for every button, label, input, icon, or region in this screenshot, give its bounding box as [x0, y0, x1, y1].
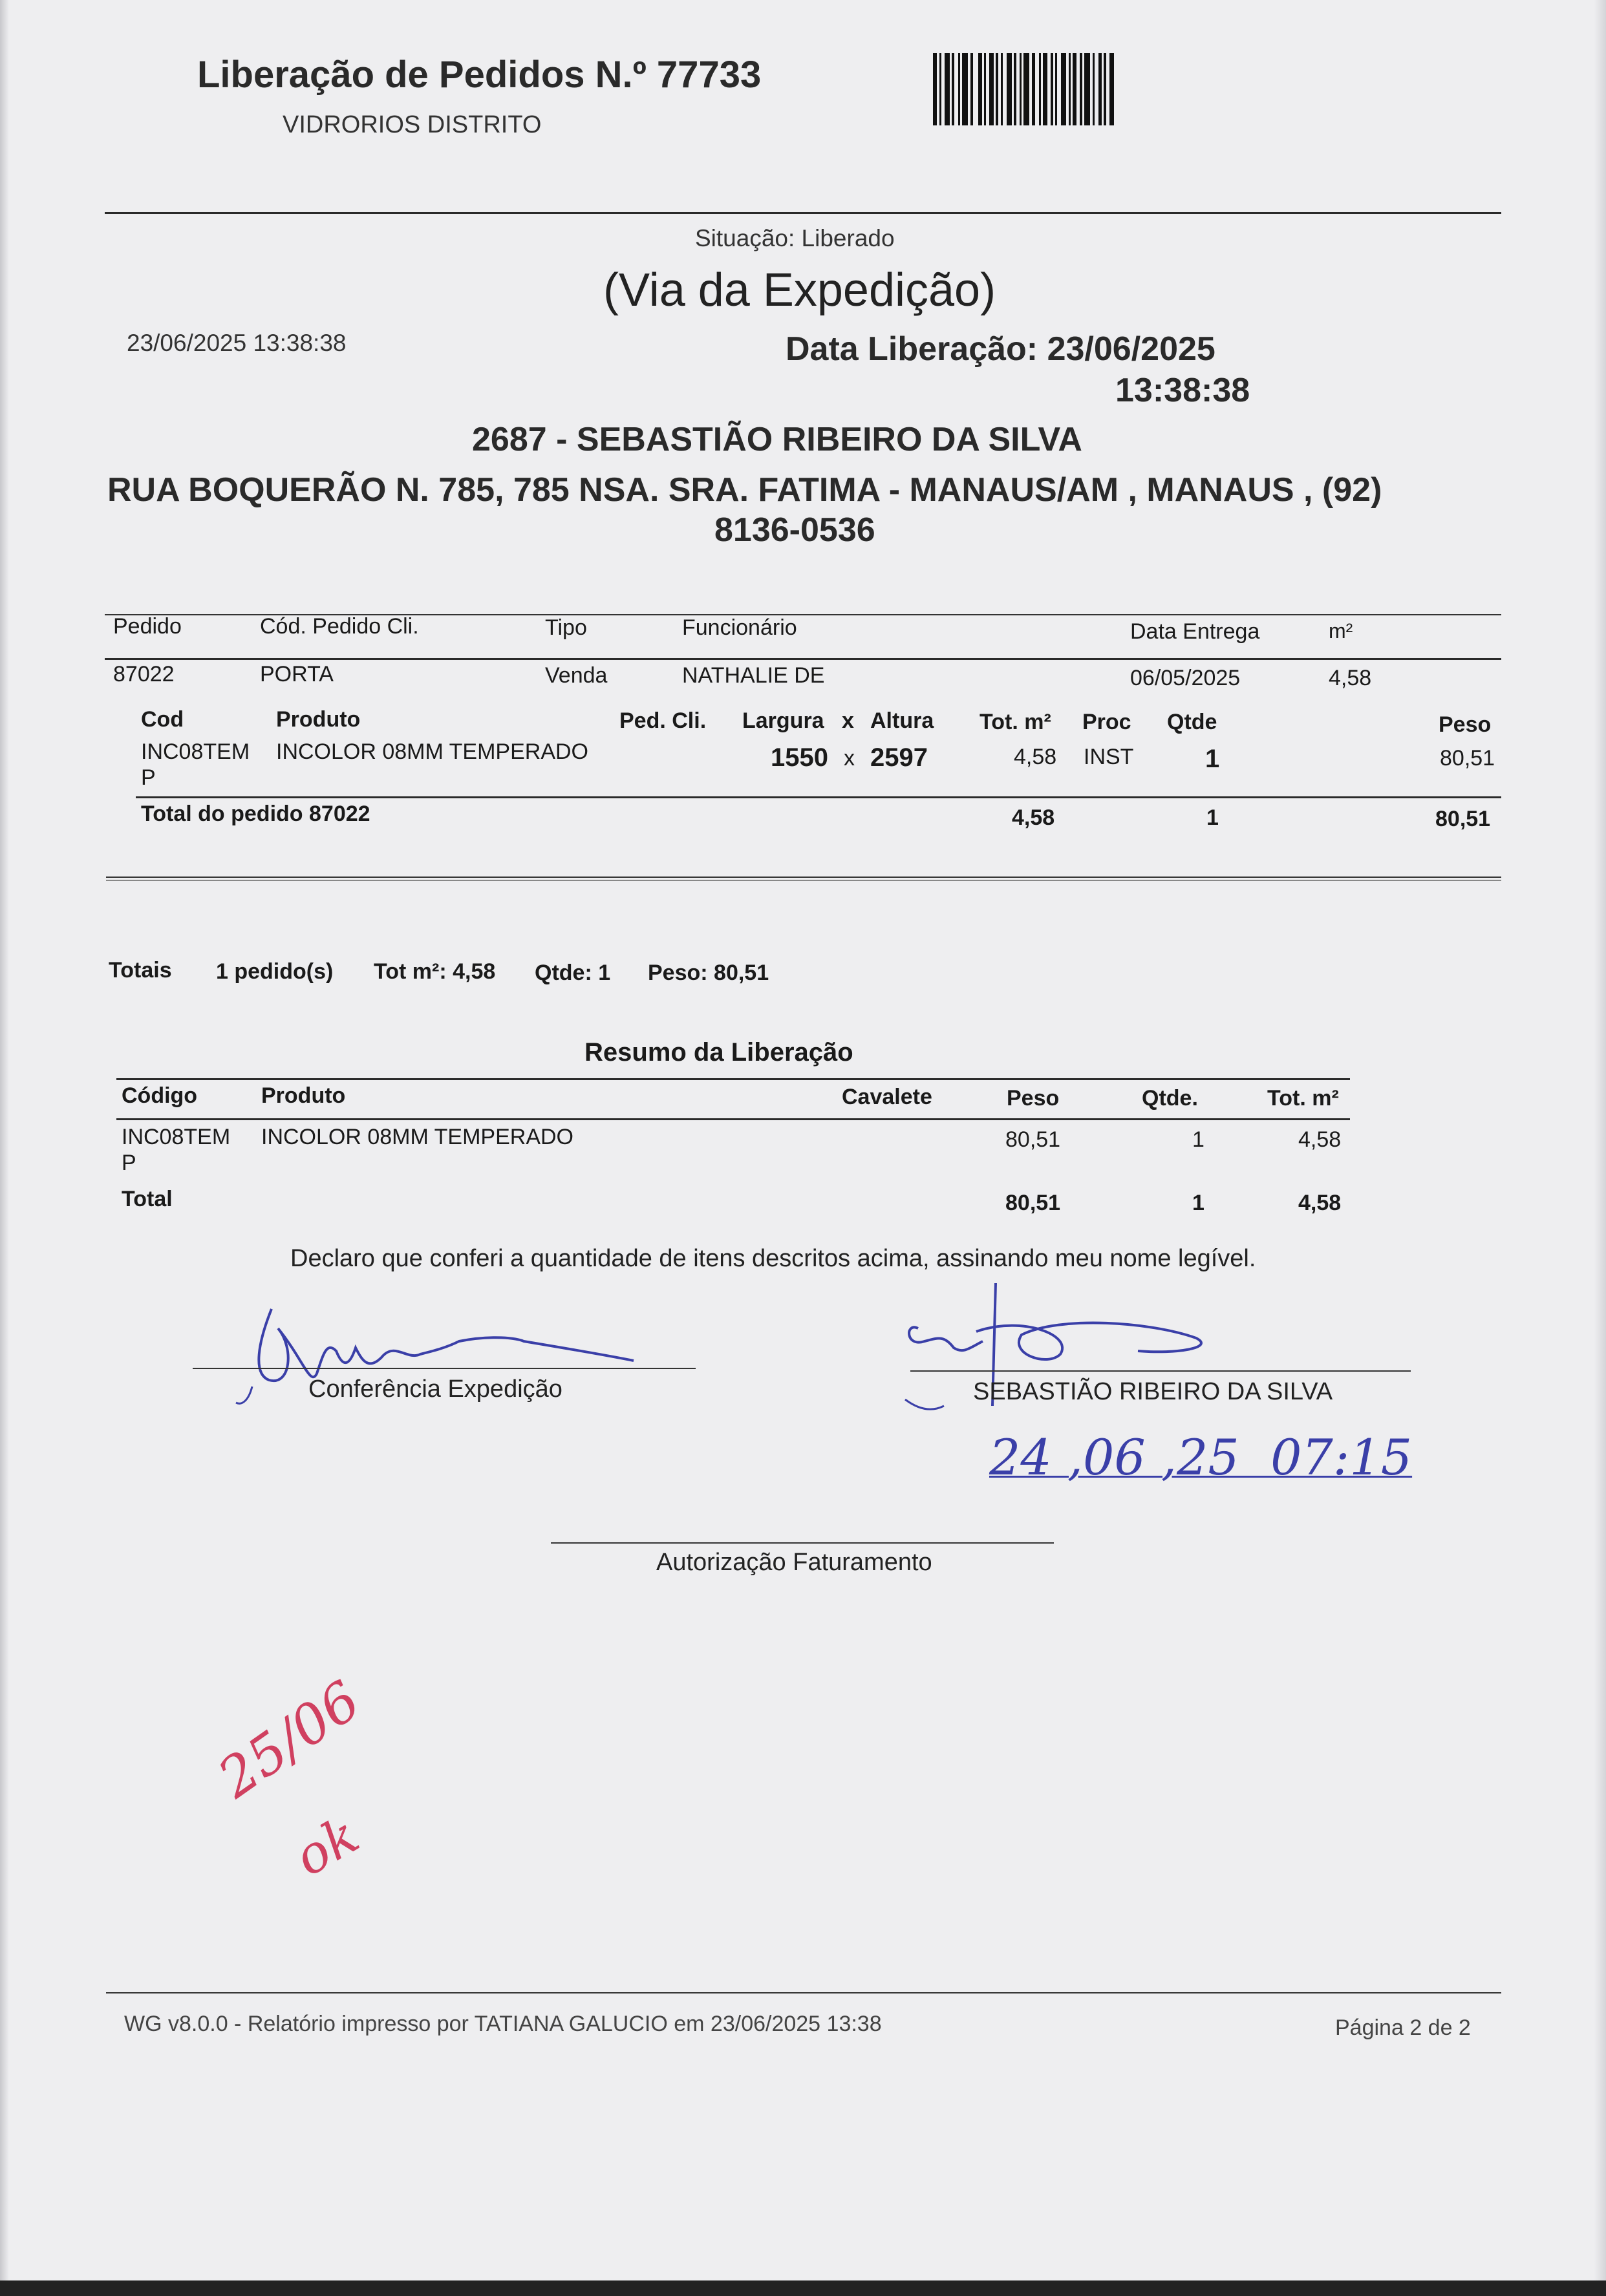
- item-cell-produto: INCOLOR 08MM TEMPERADO: [276, 739, 589, 764]
- order-cell-data-entrega: 06/05/2025: [1130, 666, 1241, 690]
- item-cell-cod-line1: INC08TEM: [141, 739, 250, 764]
- company-name: VIDRORIOS DISTRITO: [283, 111, 542, 138]
- item-cell-proc: INST: [1084, 745, 1134, 769]
- item-total-rule: [136, 796, 1501, 798]
- document-title: Liberação de Pedidos N.º 77733: [197, 54, 762, 96]
- item-header-tot-m2: Tot. m²: [980, 710, 1051, 734]
- footer-report-info: WG v8.0.0 - Relatório impresso por TATIANA GALUCIO em 23/06/2025 13:38: [124, 2012, 882, 2036]
- item-cell-altura: 2597: [870, 743, 928, 772]
- summary-header-produto: Produto: [261, 1083, 346, 1108]
- summary-header-tot-m2: Tot. m²: [1267, 1086, 1339, 1111]
- signature-line-right: [910, 1370, 1411, 1372]
- order-cell-cod-pedido-cli: PORTA: [260, 662, 334, 686]
- summary-cell-produto: INCOLOR 08MM TEMPERADO: [261, 1125, 574, 1149]
- summary-title: Resumo da Liberação: [584, 1038, 853, 1067]
- signature-conferencia: [213, 1290, 653, 1425]
- signature-line-left: [193, 1368, 696, 1369]
- totals-tot-m2: Tot m²: 4,58: [374, 959, 496, 984]
- item-cell-cod-line2: P: [141, 765, 156, 790]
- barcode: [933, 53, 1179, 125]
- order-total-tot-m2: 4,58: [1012, 805, 1055, 830]
- summary-total-qtde: 1: [1192, 1191, 1204, 1215]
- declaration-text: Declaro que conferi a quantidade de itens descritos acima, assinando meu nome legível.: [290, 1245, 1256, 1272]
- release-time: 13:38:38: [1115, 372, 1250, 409]
- item-header-cod: Cod: [141, 707, 184, 732]
- release-date: Data Liberação: 23/06/2025: [786, 330, 1215, 368]
- totals-label: Totais: [109, 958, 172, 983]
- summary-header-cavalete: Cavalete: [842, 1085, 932, 1109]
- summary-top-rule: [116, 1078, 1350, 1080]
- authorization-label: Autorização Faturamento: [656, 1549, 932, 1576]
- item-cell-tot-m2: 4,58: [1014, 745, 1057, 769]
- order-header-data-entrega: Data Entrega: [1130, 619, 1260, 644]
- summary-header-peso: Peso: [1007, 1086, 1060, 1111]
- summary-total-label: Total: [122, 1187, 173, 1211]
- order-header-pedido: Pedido: [113, 614, 182, 639]
- order-header-cod-pedido-cli: Cód. Pedido Cli.: [260, 614, 419, 639]
- item-header-x: x: [842, 708, 854, 733]
- authorization-line: [551, 1542, 1054, 1544]
- order-header-tipo: Tipo: [545, 615, 587, 640]
- signature-label-left: Conferência Expedição: [308, 1376, 562, 1403]
- item-header-largura: Largura: [742, 708, 824, 733]
- print-datetime: 23/06/2025 13:38:38: [127, 330, 347, 356]
- order-header-m2: m²: [1329, 619, 1353, 643]
- footer-rule: [106, 1992, 1501, 1993]
- totals-pedidos: 1 pedido(s): [216, 959, 334, 984]
- client-address-line1: RUA BOQUERÃO N. 785, 785 NSA. SRA. FATIMA - MANAUS/AM , MANAUS , (92): [107, 471, 1382, 509]
- handwritten-date: 24 ,06 ,25 07:15: [989, 1429, 1413, 1486]
- scan-edge-bottom: [0, 2280, 1606, 2296]
- item-cell-x: x: [844, 746, 855, 771]
- order-header-funcionario: Funcionário: [682, 615, 797, 640]
- item-header-proc: Proc: [1082, 710, 1131, 734]
- summary-cell-codigo-line1: INC08TEM: [122, 1125, 231, 1149]
- via-title: (Via da Expedição): [603, 264, 996, 316]
- order-cell-m2: 4,58: [1329, 666, 1372, 690]
- totals-qtde: Qtde: 1: [535, 961, 611, 985]
- order-cell-funcionario: NATHALIE DE: [682, 663, 825, 688]
- order-cell-pedido: 87022: [113, 662, 175, 686]
- scan-edge-left: [0, 0, 9, 2296]
- scan-edge-right: [1594, 0, 1606, 2296]
- summary-cell-qtde: 1: [1192, 1127, 1204, 1152]
- signature-label-right: SEBASTIÃO RIBEIRO DA SILVA: [973, 1378, 1333, 1405]
- order-total-label: Total do pedido 87022: [141, 802, 370, 826]
- item-cell-largura: 1550: [771, 743, 828, 772]
- summary-cell-peso: 80,51: [1005, 1127, 1061, 1152]
- summary-total-tot-m2: 4,58: [1298, 1191, 1342, 1215]
- order-section-end-rule-2: [106, 880, 1501, 881]
- header-divider: [105, 212, 1501, 214]
- item-header-altura: Altura: [870, 708, 934, 733]
- summary-header-rule: [116, 1118, 1350, 1120]
- order-total-peso: 80,51: [1435, 807, 1491, 831]
- client-name: 2687 - SEBASTIÃO RIBEIRO DA SILVA: [472, 421, 1082, 458]
- item-cell-qtde: 1: [1205, 745, 1220, 773]
- handwritten-note-date: 25/06: [207, 1668, 372, 1811]
- item-header-ped-cli: Ped. Cli.: [619, 708, 707, 733]
- item-header-peso: Peso: [1439, 712, 1492, 737]
- client-address-line2: 8136-0536: [714, 511, 875, 549]
- summary-cell-tot-m2: 4,58: [1298, 1127, 1342, 1152]
- item-header-produto: Produto: [276, 707, 361, 732]
- summary-header-codigo: Código: [122, 1083, 198, 1108]
- order-cell-tipo: Venda: [545, 663, 608, 688]
- summary-cell-codigo-line2: P: [122, 1151, 136, 1175]
- item-cell-peso: 80,51: [1440, 746, 1495, 771]
- footer-page-number: Página 2 de 2: [1335, 2015, 1471, 2040]
- summary-header-qtde: Qtde.: [1142, 1086, 1198, 1111]
- item-header-qtde: Qtde: [1167, 710, 1217, 734]
- summary-total-peso: 80,51: [1005, 1191, 1061, 1215]
- order-table-header-rule: [105, 658, 1501, 660]
- handwritten-note-ok: ok: [284, 1804, 369, 1888]
- order-total-qtde: 1: [1206, 805, 1219, 830]
- status-text: Situação: Liberado: [695, 225, 895, 251]
- order-section-end-rule: [106, 877, 1501, 878]
- totals-peso: Peso: 80,51: [648, 961, 769, 985]
